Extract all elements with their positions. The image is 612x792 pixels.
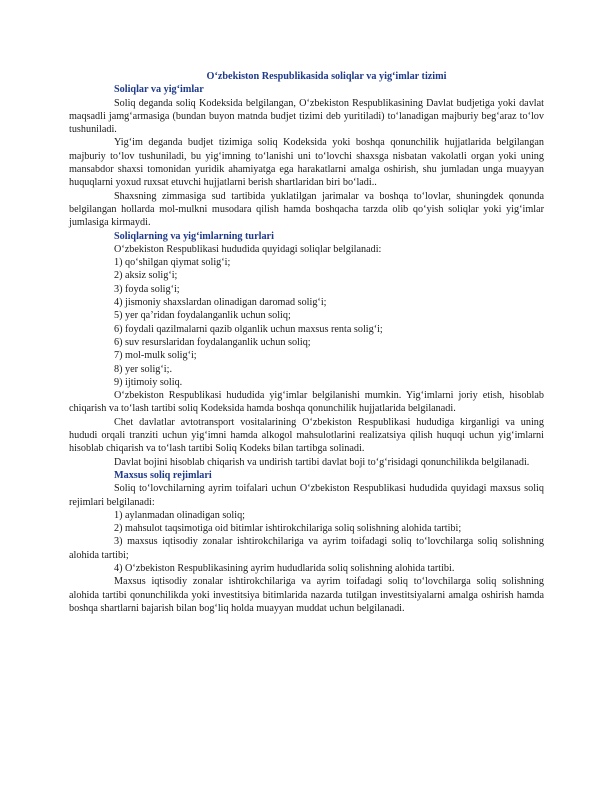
list-item: 6) foydali qazilmalarni qazib olganlik uchun maxsus renta solig‘i;	[114, 323, 383, 335]
list-item: 1) qo‘shilgan qiymat solig‘i;	[114, 257, 231, 269]
list-item: 3) maxsus iqtisodiy zonalar ishtirokchilariga va ayrim toifadagi soliq to‘lovchilarga soliq solishning alohida tartibi;	[69, 536, 544, 561]
section-heading-types: Soliqlarning va yig‘imlarning turlari	[114, 230, 274, 242]
list-item: 7) mol-mulk solig‘i;	[114, 350, 197, 362]
paragraph: Soliq to‘lovchilarning ayrim toifalari uchun O‘zbekiston Respublikasi hududida quyidagi maxsus soliq rejimlari belgilanadi:	[69, 483, 544, 508]
document-title: O‘zbekiston Respublikasida soliqlar va yig‘imlar tizimi	[206, 71, 447, 82]
paragraph: O‘zbekiston Respublikasi hududida quyidagi soliqlar belgilanadi:	[114, 243, 382, 255]
list-item: 3) foyda solig‘i;	[114, 283, 180, 295]
list-item: 4) O‘zbekiston Respublikasining ayrim hududlarida soliq solishning alohida tartibi.	[114, 562, 455, 574]
paragraph: Yig‘im deganda budjet tizimiga soliq Kodeksida yoki boshqa qonunchilik hujjatlarida belgilangan majburiy to‘lov tushuniladi, bu yig‘imning to‘lanishi uni to‘lovchi shaxsga nisbatan vakolatli organ yoki uning mansabdor shaxsi tomonidan yuridik ahamiyatga ega harakatlarni amalga oshirish, shu jumladan unga muayyan huquqlarni yoxud ruxsat etuvchi hujjatlarni berish shartlaridan biri bo‘ladi..	[69, 137, 544, 189]
paragraph: Chet davlatlar avtotransport vositalarining O‘zbekiston Respublikasi hududiga kirganligi va uning hududi orqali tranziti uchun yig‘imni hamda alkogol mahsulotlarini realizatsiya qilish huquqi uchun yig‘imlarni hisoblab chiqarish va to‘lash tartibi Soliq Kodeks bilan tartibga solinadi.	[69, 416, 544, 455]
paragraph: Maxsus iqtisodiy zonalar ishtirokchilariga va ayrim toifadagi soliq to‘lovchilarga soliq solishning alohida tartibi qonunchilikda yoki investitsiya bitimlarida nazarda tutilgan investitsiyalarni amalga oshirish hamda boshqa shartlarni bajarish bilan bog‘liq holda muayyan muddat uchun belgilanadi.	[69, 576, 544, 614]
list-item: 4) jismoniy shaxslardan olinadigan daromad solig‘i;	[114, 297, 327, 309]
list-item: 1) aylanmadan olinadigan soliq;	[114, 509, 245, 521]
section-heading-taxes-fees: Soliqlar va yig‘imlar	[114, 84, 204, 96]
paragraph: Soliq deganda soliq Kodeksida belgilangan, O‘zbekiston Respublikasining Davlat budjetiga yoki davlat maqsadli jamg‘armasiga (bundan buyon matnda budjet tizimi deb yuritiladi) to‘lanadigan majburiy beg‘araz to‘lov tushuniladi.	[69, 97, 544, 136]
list-item: 9) ijtimoiy soliq.	[114, 376, 183, 388]
regimes-list	[69, 509, 544, 575]
section-heading-special-regimes: Maxsus soliq rejimlari	[114, 469, 212, 481]
document-body	[69, 70, 544, 615]
list-item: 2) mahsulot taqsimotiga oid bitimlar ishtirokchilariga soliq solishning alohida tartibi;	[114, 523, 462, 535]
list-item: 5) yer qa’ridan foydalanganlik uchun soliq;	[114, 310, 291, 322]
paragraph: Davlat bojini hisoblab chiqarish va undirish tartibi davlat boji to‘g‘risidagi qonunchilikda belgilanadi.	[114, 456, 530, 468]
list-item: 8) yer solig‘i;.	[114, 363, 173, 375]
paragraph: Shaxsning zimmasiga sud tartibida yuklatilgan jarimalar va boshqa to‘lovlar, shuningdek qonunda belgilangan hollarda mol-mulkni musodara qilish hamda boshqacha tarzda olib qo‘yish soliqlar yoki yig‘imlar jumlasiga kirmaydi.	[69, 190, 544, 229]
list-item: 6) suv resurslaridan foydalanganlik uchun soliq;	[114, 336, 311, 348]
paragraph: O‘zbekiston Respublikasi hududida yig‘imlar belgilanishi mumkin. Yig‘imlarni joriy etish, hisoblab chiqarish va to‘lash tartibi soliq Kodeksida hamda boshqa qonunchilik hujjatlarida belgilanadi.	[69, 390, 544, 415]
taxes-list	[69, 256, 544, 389]
list-item: 2) aksiz solig‘i;	[114, 270, 178, 282]
